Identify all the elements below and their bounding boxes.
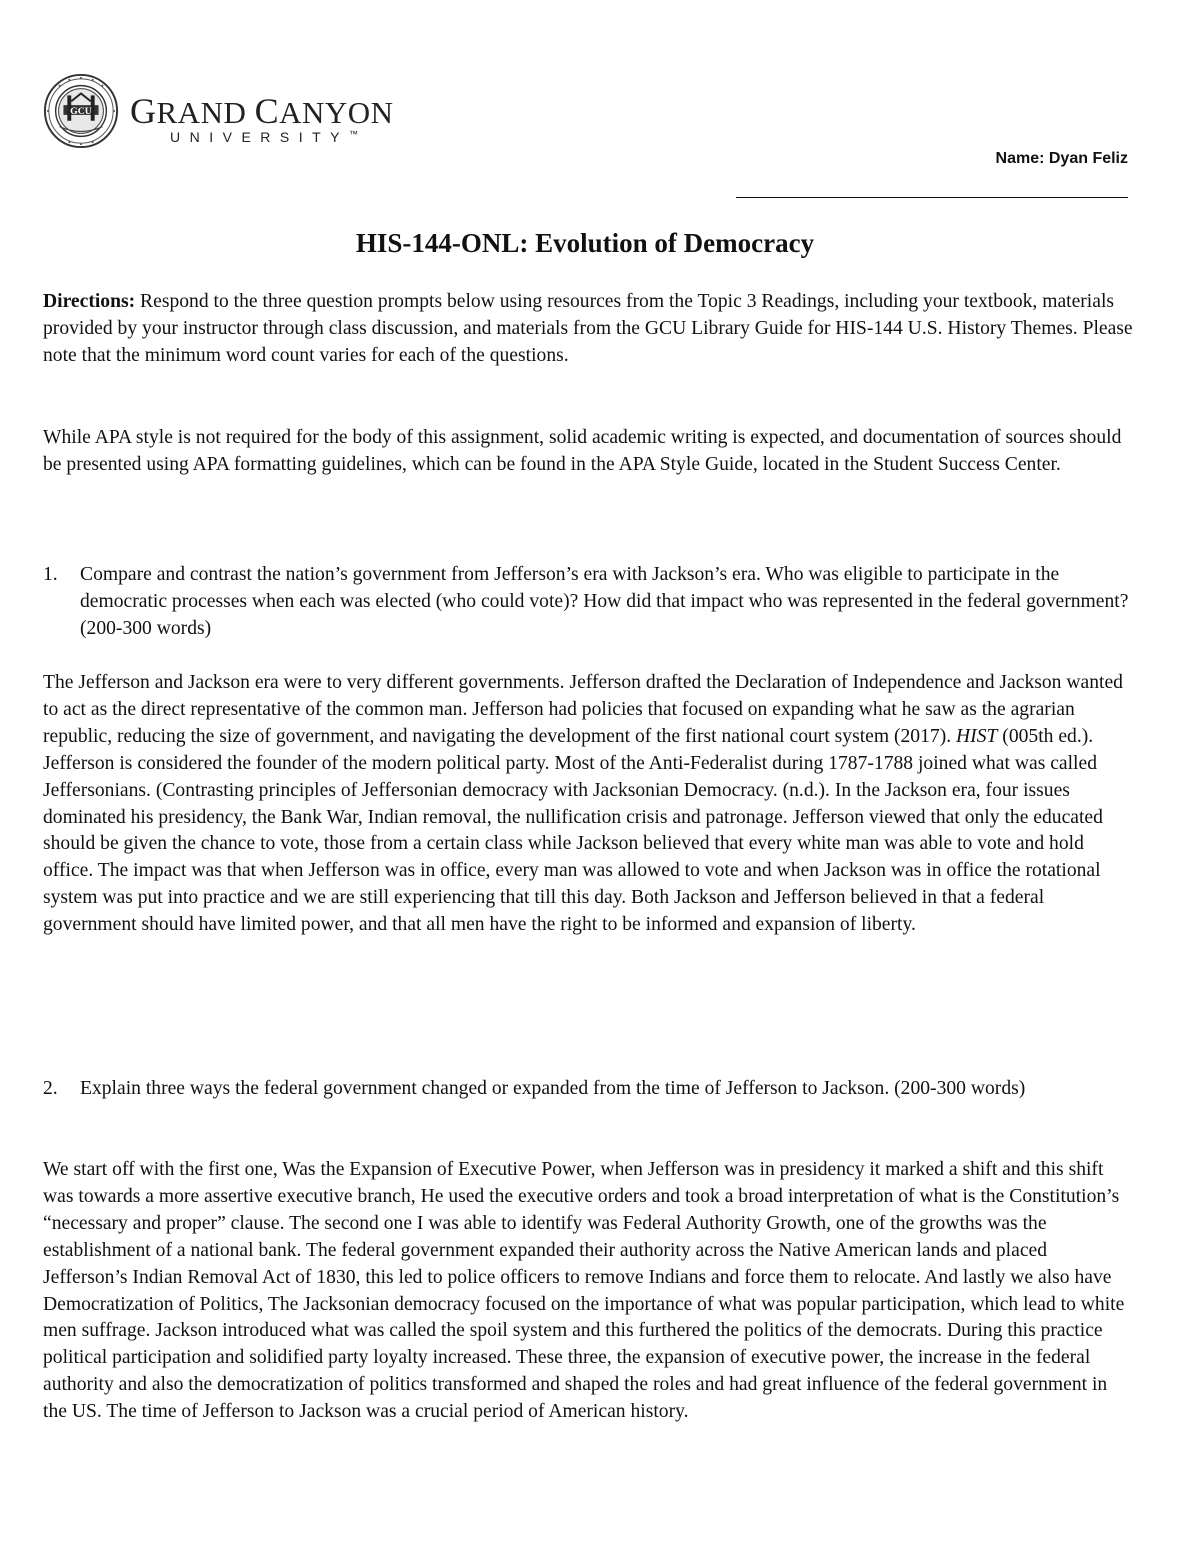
question-text: Explain three ways the federal government changed or expanded from the time of Jefferson to Jackson. (200-300 words) — [80, 1078, 1026, 1099]
directions-text: Respond to the three question prompts below using resources from the Topic 3 Readings, including your textbook, materials provided by your instructor through class discussion, and materials from the GCU Library Guide for HIS-144 U.S. History Themes. Please note that the minimum word count varies for each of the questions. — [43, 291, 1133, 366]
question-2 — [43, 1076, 1133, 1103]
answer-2 — [43, 1157, 1135, 1426]
question-number: 2. — [43, 1078, 58, 1099]
university-logo — [42, 72, 402, 152]
question-1 — [43, 562, 1133, 642]
directions-paragraph — [43, 289, 1133, 369]
student-name — [736, 150, 1128, 168]
directions-label: Directions: — [43, 291, 136, 312]
document-title: HIS-144-ONL: Evolution of Democracy — [355, 228, 815, 258]
answer-1 — [43, 670, 1135, 939]
answer-1-text-a: The Jefferson and Jackson era were to very different governments. Jefferson drafted the Declaration of Independence and Jackson wanted to act as the direct representative of the common man. Jefferson had policies that focused on expanding what he saw as the agrarian republic, reducing the size of government, and navigating the development of the first national court system (2017). — [43, 672, 1123, 747]
answer-2-text: We start off with the first one, Was the Expansion of Executive Power, when Jefferson was in presidency it marked a shift and this shift was towards a more assertive executive branch, He used the executive orders and took a broad interpretation of what is the Constitution’s “necessary and proper” clause. The second one I was able to identify was Federal Authority Growth, one of the growths was the establishment of a national bank. The federal government expanded their authority across the Native American lands and placed Jefferson’s Indian Removal Act of 1830, this led to police officers to remove Indians and force them to relocate. And lastly we also have Democratization of Politics, The Jacksonian democracy focused on the importance of what was popular participation, which lead to white men suffrage. Jackson introduced what was called the spoil system and this furthered the politics of the democrats. During this practice political participation and solidified party loyalty increased. These three, the expansion of executive power, the increase in the federal authority and also the democratization of politics transformed and shaped the roles and had great influence of the federal government in the US. The time of Jefferson to Jackson was a crucial period of American history. — [43, 1159, 1125, 1423]
apa-note-text: While APA style is not required for the body of this assignment, solid academic writing is expected, and documentation of sources should be presented using APA formatting guidelines, which can be found in the APA Style Guide, located in the Student Success Center. — [43, 427, 1122, 475]
answer-1-text-b: (005th ed.). Jefferson is considered the founder of the modern political party. Most of the Anti-Federalist during 1787-1788 joined what was called Jeffersonians. (Contrasting principles of Jeffersonian democracy with Jacksonian Democracy. (n.d.). In the Jackson era, four issues dominated his presidency, the Bank War, Indian removal, the nullification crisis and patronage. Jefferson viewed that only the educated should be given the chance to vote, those from a certain class while Jackson believed that every white man was able to vote and hold office. The impact was that when Jefferson was in office, every man was allowed to vote and when Jackson was in office the rotational system was put into practice and we are still experiencing that till this day. Both Jackson and Jefferson believed in that a federal government should have limited power, and that all men have the right to be informed and expansion of liberty. — [43, 725, 1103, 936]
university-seal-icon — [42, 72, 120, 150]
logo-wordmark: GRAND CANYON — [130, 91, 394, 131]
svg-text:GCU: GCU — [70, 105, 92, 117]
logo-subtitle: UNIVERSITY™ — [170, 129, 359, 145]
answer-1-italic: HIST — [956, 725, 998, 747]
student-name-label: Name: Dyan Feliz — [995, 150, 1128, 167]
name-underline — [736, 197, 1128, 198]
question-number: 1. — [43, 564, 58, 585]
apa-note-paragraph — [43, 425, 1133, 479]
question-text: Compare and contrast the nation’s government from Jefferson’s era with Jackson’s era. Who was eligible to participate in the democratic processes when each was elected (who could vote)? How did that impact who was represented in the federal government? (200-300 words) — [80, 564, 1129, 639]
